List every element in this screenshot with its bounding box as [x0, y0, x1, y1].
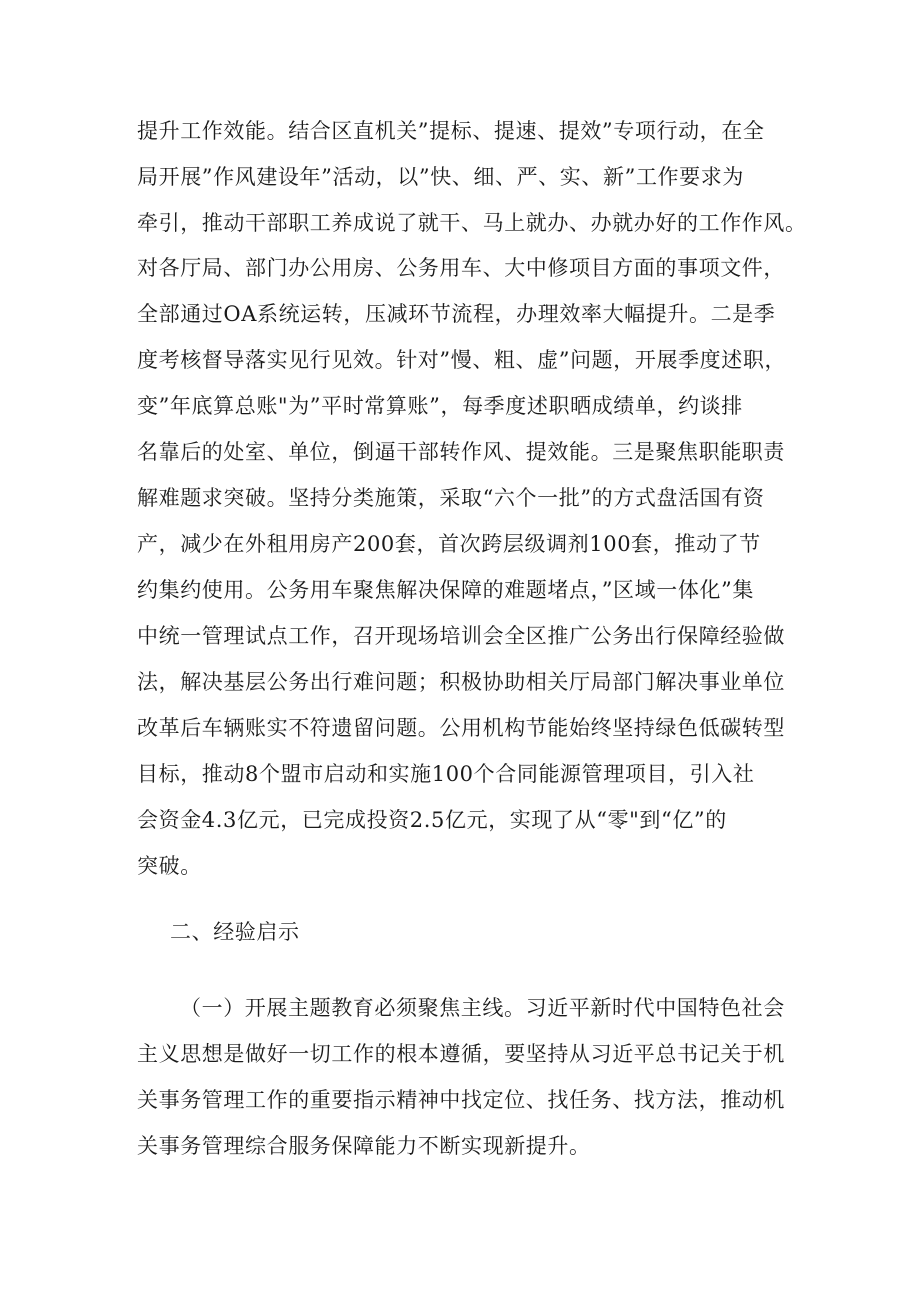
- paragraph-line: 主义思想是做好一切工作的根本遵循，要坚持从习近平总书记关于机: [137, 1042, 785, 1066]
- paragraph-line: 会资金4.3亿元，已完成投资2.5亿元，实现了从“零"到“亿”的: [137, 808, 727, 832]
- paragraph-line: 中统一管理试点工作，召开现场培训会全区推广公务出行保障经验做: [137, 624, 785, 648]
- paragraph-line: 关事务管理综合服务保障能力不断实现新提升。: [137, 1134, 591, 1158]
- paragraph-line: 度考核督导落实见行见效。针对”慢、粗、虚”问题，开展季度述职，: [137, 348, 787, 372]
- paragraph-line: 局开展”作风建设年”活动，以”快、细、严、实、新”工作要求为: [137, 165, 744, 189]
- paragraph-line: 法，解决基层公务出行难问题；积极协助相关厅局部门解决事业单位: [137, 670, 785, 694]
- paragraph-line: （一）开展主题教育必须聚焦主线。习近平新时代中国特色社会: [180, 996, 785, 1020]
- paragraph-line: 牵引，推动干部职工养成说了就干、马上就办、办就办好的工作作风。: [137, 211, 807, 235]
- paragraph-line: 提升工作效能。结合区直机关”提标、提速、提效”专项行动，在全: [137, 119, 765, 143]
- section-heading: 二、经验启示: [170, 920, 300, 944]
- paragraph-line: 约集约使用。公务用车聚焦解决保障的难题堵点，”区域一体化”集: [137, 578, 754, 602]
- paragraph-line: 全部通过OA系统运转，压减环节流程，办理效率大幅提升。二是季: [137, 302, 776, 326]
- paragraph-line: 突破。: [137, 854, 202, 878]
- paragraph-line: 产，减少在外租用房产200套，首次跨层级调剂100套，推动了节: [137, 532, 761, 556]
- paragraph-line: 关事务管理工作的重要指示精神中找定位、找任务、找方法，推动机: [137, 1088, 785, 1112]
- paragraph-line: 解难题求突破。坚持分类施策，采取“六个一批”的方式盘活国有资: [137, 486, 765, 510]
- paragraph-line: 名靠后的处室、单位，倒逼干部转作风、提效能。三是聚焦职能职责: [137, 440, 785, 464]
- paragraph-line: 变”年底算总账"为”平时常算账”，每季度述职晒成绩单，约谈排: [137, 394, 743, 418]
- paragraph-line: 对各厅局、部门办公用房、公务用车、大中修项目方面的事项文件，: [137, 256, 785, 280]
- paragraph-line: 改革后车辆账实不符遗留问题。公用机构节能始终坚持绿色低碳转型: [137, 716, 785, 740]
- paragraph-line: 目标，推动8个盟市启动和实施100个合同能源管理项目，引入社: [137, 762, 755, 786]
